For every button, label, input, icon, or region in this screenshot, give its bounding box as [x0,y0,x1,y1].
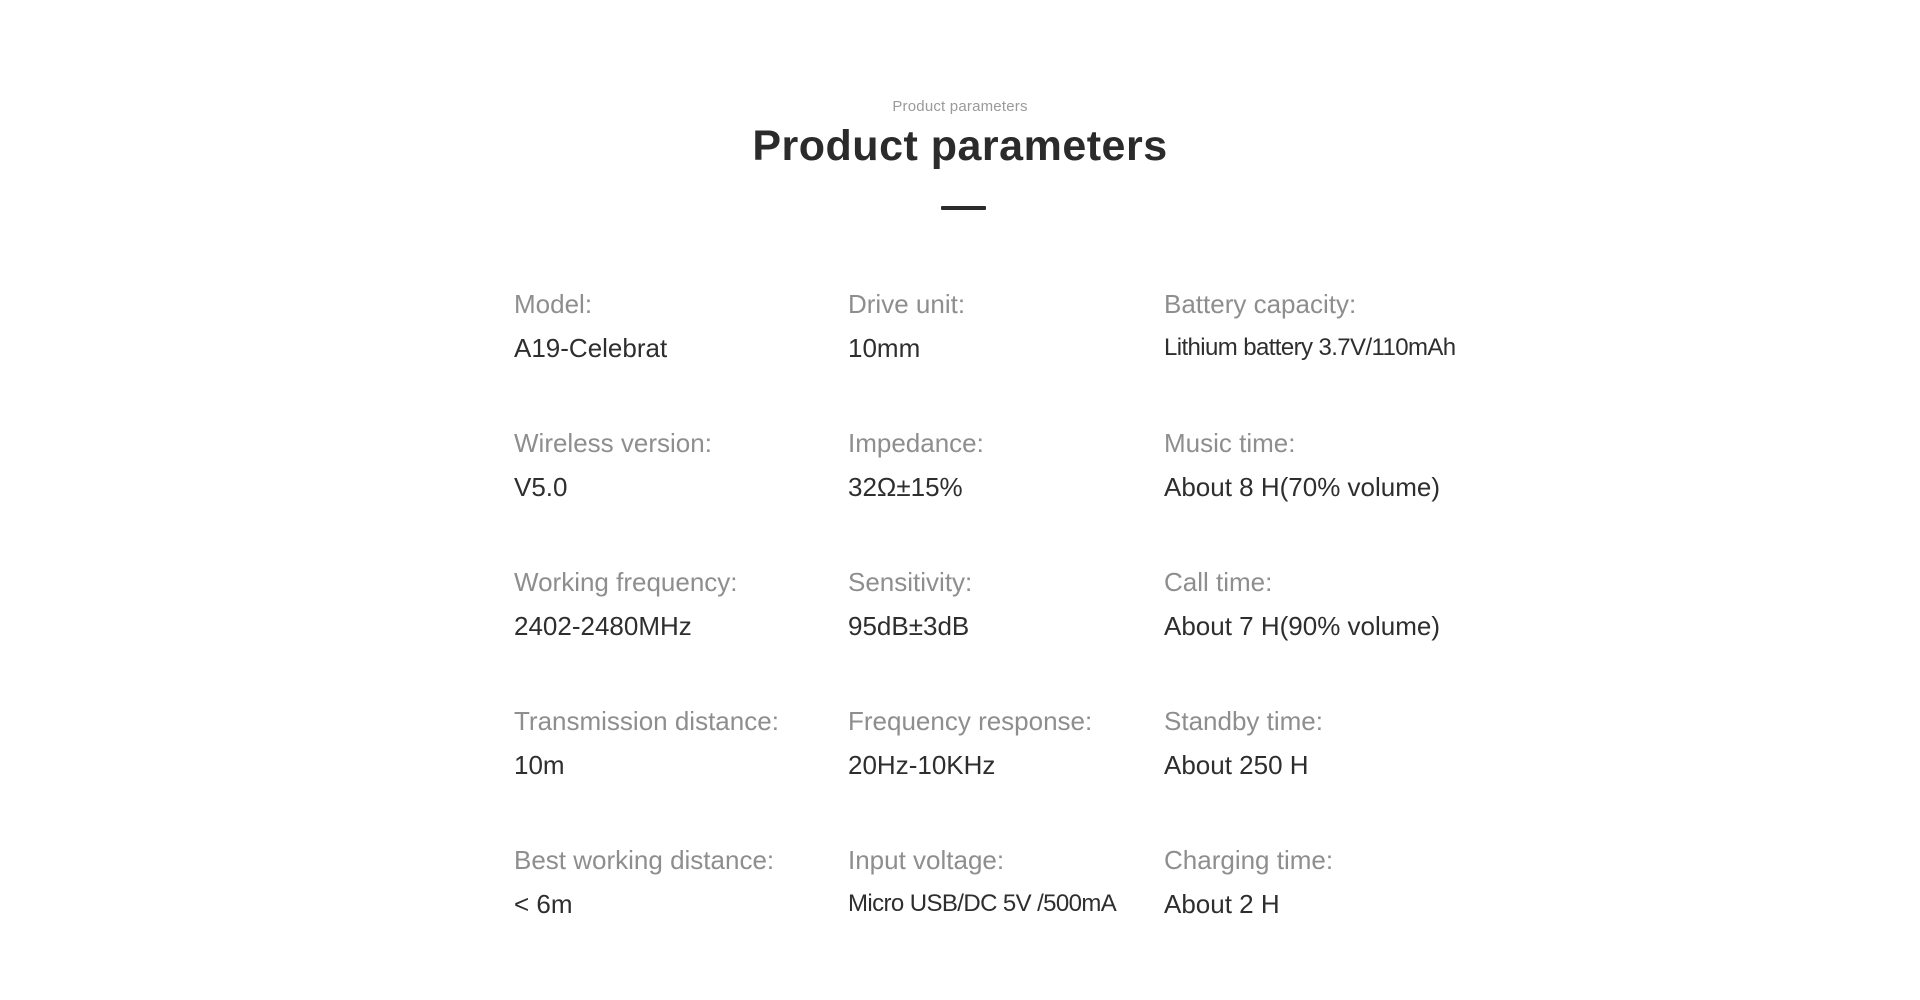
param-label: Sensitivity: [848,567,973,597]
param-frequency-response [848,705,1164,844]
param-value: Micro USB/DC 5V /500mA [848,890,1117,917]
param-input-voltage [848,844,1164,983]
param-value: < 6m [514,889,573,919]
param-sensitivity [848,566,1164,705]
param-music-time [1164,427,1474,566]
param-label: Standby time: [1164,706,1323,736]
param-value: About 7 H(90% volume) [1164,611,1441,641]
param-battery-capacity [1164,288,1474,427]
param-value: 10m [514,750,565,780]
parameters-row [514,705,1474,844]
param-best-working-distance [514,844,848,983]
page-title: Product parameters [752,122,1168,170]
param-drive-unit [848,288,1164,427]
parameters-row [514,427,1474,566]
param-transmission-distance [514,705,848,844]
parameters-row [514,566,1474,705]
param-value: 10mm [848,333,921,363]
param-label: Model: [514,289,593,319]
parameters-grid [514,288,1474,983]
param-model [514,288,848,427]
param-value: 32Ω±15% [848,472,963,502]
param-value: Lithium battery 3.7V/110mAh [1164,334,1456,361]
param-working-frequency [514,566,848,705]
param-label: Working frequency: [514,567,738,597]
param-label: Impedance: [848,428,984,458]
param-value: About 250 H [1164,750,1309,780]
title-divider [941,206,986,210]
param-call-time [1164,566,1474,705]
param-label: Charging time: [1164,845,1334,875]
parameters-row [514,288,1474,427]
param-value: 2402-2480MHz [514,611,692,641]
param-label: Music time: [1164,428,1296,458]
param-label: Battery capacity: [1164,289,1357,319]
param-label: Best working distance: [514,845,775,875]
param-label: Drive unit: [848,289,966,319]
param-impedance [848,427,1164,566]
param-value: About 2 H [1164,889,1280,919]
param-value: About 8 H(70% volume) [1164,472,1441,502]
param-charging-time [1164,844,1474,983]
param-label: Frequency response: [848,706,1093,736]
param-value: A19-Celebrat [514,333,668,363]
param-label: Transmission distance: [514,706,779,736]
param-wireless-version [514,427,848,566]
param-value: V5.0 [514,472,568,502]
section-subtitle: Product parameters [892,98,1028,115]
parameters-row [514,844,1474,983]
param-value: 20Hz-10KHz [848,750,996,780]
param-standby-time [1164,705,1474,844]
param-value: 95dB±3dB [848,611,970,641]
param-label: Wireless version: [514,428,712,458]
param-label: Call time: [1164,567,1273,597]
param-label: Input voltage: [848,845,1005,875]
